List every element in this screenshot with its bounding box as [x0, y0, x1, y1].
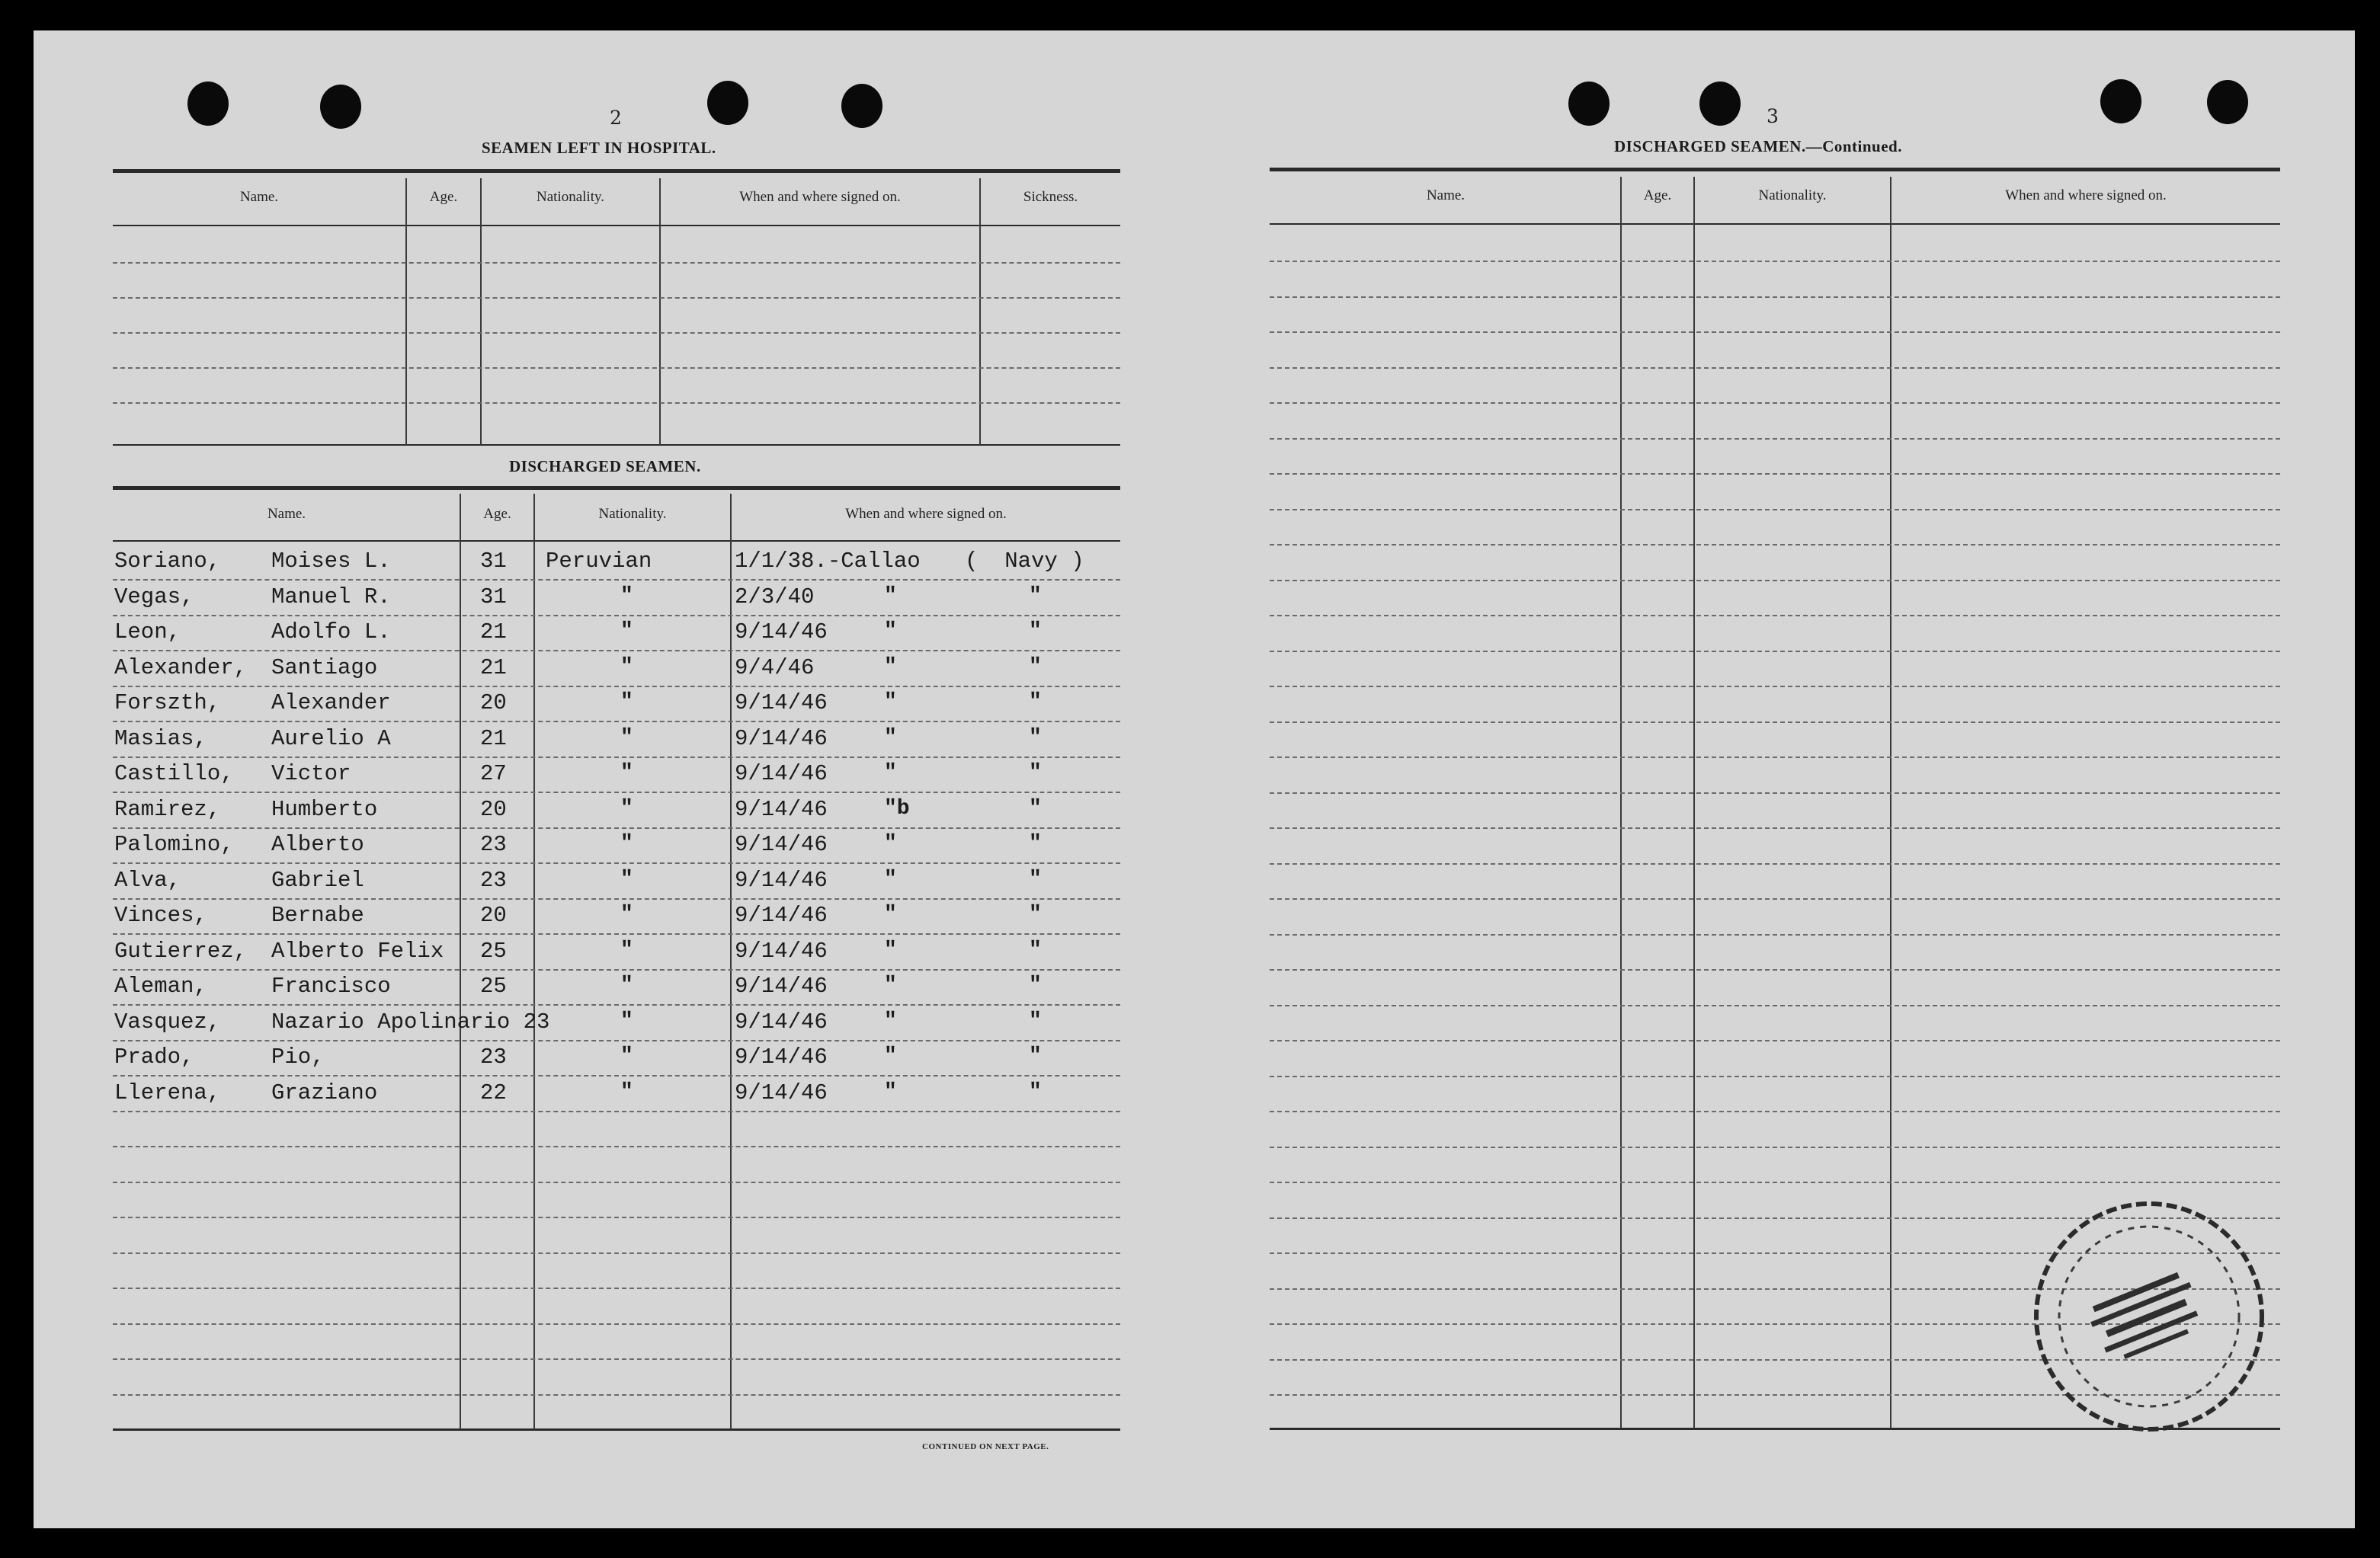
signed-on-place-ditto: ": [1029, 867, 1042, 891]
discharged-header-signed-on: When and where signed on.: [845, 506, 1007, 522]
seaman-age: 20: [480, 796, 507, 822]
signed-on-date: 9/14/46: [735, 796, 828, 822]
signed-on-date: 9/14/46: [735, 832, 828, 857]
punch-hole: [187, 82, 229, 126]
seaman-given-name: Alexander: [271, 690, 391, 715]
signed-on-date: 1/1/38.-Callao: [735, 549, 921, 574]
right-col-divider: [1620, 177, 1622, 1428]
receipt-stamp: [2027, 1195, 2271, 1438]
right-row-line: [1270, 331, 2280, 333]
seaman-given-name: Adolfo L.: [271, 619, 391, 645]
left-page-number: 2: [610, 107, 622, 129]
discharged-row-line: [113, 1252, 1120, 1254]
signed-on-place: ": [884, 867, 897, 891]
seaman-age: 22: [480, 1080, 507, 1105]
signed-on-date: 9/14/46: [735, 903, 828, 928]
signed-on-place-ditto: ": [1029, 938, 1042, 962]
hospital-bottom-rule: [113, 444, 1120, 446]
right-col-divider: [1693, 177, 1695, 1428]
right-header-signed-on: When and where signed on.: [2005, 187, 2167, 203]
hospital-section-title: SEAMEN LEFT IN HOSPITAL.: [482, 139, 716, 157]
hospital-header-sickness: Sickness.: [1023, 189, 1078, 205]
signed-on-place-ditto: ": [1029, 796, 1042, 821]
seaman-given-name: Bernabe: [271, 903, 364, 928]
seaman-surname: Masias,: [114, 725, 207, 751]
signed-on-place-ditto: ": [1029, 974, 1042, 997]
seaman-surname: Llerena,: [114, 1080, 221, 1105]
signed-on-date: 9/14/46: [735, 1009, 828, 1035]
seaman-surname: Alexander,: [114, 654, 248, 680]
signed-on-place-ditto: ": [1029, 619, 1042, 643]
punch-hole: [2207, 80, 2248, 124]
discharged-row-line: [113, 1004, 1120, 1006]
hospital-row-line: [113, 367, 1120, 369]
seaman-age: 25: [480, 974, 507, 999]
signed-on-place-ditto: ": [1029, 1080, 1042, 1104]
signed-on-date: 9/14/46: [735, 938, 828, 964]
seaman-given-name: Gabriel: [271, 867, 364, 893]
seaman-nationality: ": [620, 903, 633, 926]
discharged-row-line: [113, 827, 1120, 829]
signed-on-date: 9/14/46: [735, 867, 828, 893]
signed-on-place-ditto: ": [1029, 725, 1042, 750]
punch-hole: [1699, 82, 1741, 126]
right-row-line: [1270, 757, 2280, 758]
right-row-line: [1270, 827, 2280, 829]
signed-on-place-ditto: ": [1029, 903, 1042, 926]
seaman-nationality: ": [620, 725, 633, 750]
seaman-given-name: Graziano: [271, 1080, 378, 1105]
seaman-surname: Vasquez,: [114, 1009, 221, 1035]
signed-on-place-ditto: ": [1029, 654, 1042, 679]
hospital-header-name: Name.: [239, 189, 279, 205]
signed-on-place: ": [884, 654, 897, 679]
right-row-line: [1270, 898, 2280, 900]
seaman-nationality: ": [620, 1009, 633, 1033]
discharged-row-line: [113, 757, 1120, 758]
signed-on-place: ": [884, 832, 897, 856]
discharged-header-name: Name.: [267, 506, 306, 522]
punch-hole: [707, 81, 748, 125]
discharged-row-line: [113, 650, 1120, 651]
hospital-top-rule: [113, 169, 1120, 173]
seaman-nationality: ": [620, 1045, 633, 1068]
signed-on-date: 2/3/40: [735, 584, 815, 609]
seaman-nationality: ": [620, 619, 633, 643]
seaman-given-name: Manuel R.: [271, 584, 391, 609]
right-page-number: 3: [1767, 105, 1779, 127]
right-row-line: [1270, 473, 2280, 475]
punch-hole: [1568, 82, 1610, 126]
punch-hole: [841, 84, 882, 128]
hospital-col-divider: [480, 178, 482, 445]
discharged-bottom-rule: [113, 1428, 1120, 1431]
right-row-line: [1270, 686, 2280, 687]
seaman-surname: Palomino,: [114, 832, 234, 857]
seaman-nationality: ": [620, 690, 633, 714]
right-header-nationality: Nationality.: [1758, 187, 1827, 203]
right-row-line: [1270, 934, 2280, 936]
seaman-given-name: Victor: [271, 761, 351, 786]
seaman-surname: Aleman,: [114, 974, 207, 999]
seaman-surname: Soriano,: [114, 549, 221, 574]
discharged-row-line: [113, 933, 1120, 935]
right-row-line: [1270, 544, 2280, 545]
seaman-nationality: ": [620, 796, 633, 821]
signed-on-place-ditto: ": [1029, 584, 1042, 608]
discharged-row-line: [113, 686, 1120, 687]
signed-on-place-ditto: ": [1029, 832, 1042, 856]
seaman-nationality: ": [620, 761, 633, 785]
signed-on-place-ditto: ": [1029, 1009, 1042, 1033]
discharged-header-rule: [113, 540, 1120, 542]
hospital-header-signed-on: When and where signed on.: [739, 189, 901, 205]
seaman-nationality: ": [620, 867, 633, 891]
right-row-line: [1270, 1005, 2280, 1006]
discharged-row-line: [113, 1394, 1120, 1396]
seaman-age: 25: [480, 938, 507, 964]
signed-on-place: ": [884, 1045, 897, 1068]
seaman-given-name: Aurelio A: [271, 725, 391, 751]
seaman-nationality: ": [620, 832, 633, 856]
right-row-line: [1270, 509, 2280, 510]
seaman-surname: Prado,: [114, 1045, 194, 1070]
discharged-row-line: [113, 1288, 1120, 1289]
discharged-row-line: [113, 1217, 1120, 1218]
signed-on-date: 9/14/46: [735, 1080, 828, 1105]
seaman-age: 31: [480, 549, 507, 574]
discharged-row-line: [113, 579, 1120, 581]
signed-on-date: 9/14/46: [735, 1045, 828, 1070]
signed-on-date: 9/4/46: [735, 654, 815, 680]
right-row-line: [1270, 1182, 2280, 1183]
seaman-nationality: ": [620, 974, 633, 997]
discharged-row-line: [113, 792, 1120, 793]
seaman-given-name: Alberto Felix: [271, 938, 444, 964]
right-header-name: Name.: [1426, 187, 1465, 203]
right-row-line: [1270, 261, 2280, 262]
right-row-line: [1270, 615, 2280, 616]
signed-on-place: ": [884, 974, 897, 997]
hospital-row-line: [113, 402, 1120, 404]
discharged-row-line: [113, 615, 1120, 616]
discharged-row-line: [113, 1323, 1120, 1325]
seaman-given-name: Francisco: [271, 974, 391, 999]
seaman-age: 27: [480, 761, 507, 786]
signed-on-date: 9/14/46: [735, 619, 828, 645]
hospital-header-rule: [113, 225, 1120, 226]
signed-on-place: ": [884, 619, 897, 643]
discharged-row-line: [113, 1146, 1120, 1147]
signed-on-place: ": [884, 761, 897, 785]
seaman-nationality: ": [620, 654, 633, 679]
seaman-given-name: Pio,: [271, 1045, 325, 1070]
seaman-age: 21: [480, 619, 507, 645]
discharged-header-nationality: Nationality.: [598, 506, 667, 522]
right-row-line: [1270, 580, 2280, 581]
right-row-line: [1270, 651, 2280, 652]
discharged-row-line: [113, 1075, 1120, 1077]
hospital-header-nationality: Nationality.: [537, 189, 604, 205]
seaman-age: 23: [480, 867, 507, 893]
signed-on-place-ditto: ": [1029, 1045, 1042, 1068]
right-row-line: [1270, 296, 2280, 298]
seaman-nationality: Peruvian: [546, 549, 652, 574]
right-top-rule: [1270, 168, 2280, 171]
punch-hole: [320, 85, 361, 129]
signed-on-place: "b: [884, 796, 910, 821]
register-sheet: [34, 30, 2355, 1528]
continued-note: CONTINUED ON NEXT PAGE.: [922, 1442, 1049, 1451]
discharged-top-rule: [113, 486, 1120, 490]
seaman-given-name: Humberto: [271, 796, 378, 822]
seaman-age: 21: [480, 725, 507, 751]
seaman-surname: Forszth,: [114, 690, 221, 715]
right-col-divider: [1890, 177, 1892, 1428]
right-row-line: [1270, 1076, 2280, 1077]
seaman-nationality: ": [620, 1080, 633, 1104]
right-header-age: Age.: [1643, 187, 1672, 203]
seaman-age: 23: [480, 832, 507, 857]
signed-on-place-ditto: ": [1029, 761, 1042, 785]
signed-on-place: ": [884, 938, 897, 962]
right-row-line: [1270, 1111, 2280, 1112]
discharged-row-line: [113, 1182, 1120, 1183]
punch-hole: [2100, 79, 2141, 123]
discharged-row-line: [113, 862, 1120, 864]
signed-on-place: ": [884, 1080, 897, 1104]
discharged-row-line: [113, 1040, 1120, 1041]
seaman-surname: Ramirez,: [114, 796, 221, 822]
right-row-line: [1270, 1040, 2280, 1041]
right-row-line: [1270, 863, 2280, 865]
seaman-given-name: Nazario Apolinario 23: [271, 1009, 550, 1035]
seaman-given-name: Moises L.: [271, 549, 391, 574]
discharged-row-line: [113, 898, 1120, 900]
signed-on-place-ditto: ": [1029, 690, 1042, 714]
discharged-row-line: [113, 1111, 1120, 1112]
discharged-row-line: [113, 969, 1120, 971]
discharged-header-age: Age.: [483, 506, 511, 522]
signed-on-date: 9/14/46: [735, 974, 828, 999]
signed-on-place: ": [884, 584, 897, 608]
hospital-col-divider: [405, 178, 407, 445]
signed-on-date: 9/14/46: [735, 761, 828, 786]
right-row-line: [1270, 1147, 2280, 1148]
seaman-nationality: ": [620, 584, 633, 608]
right-section-title: DISCHARGED SEAMEN.—Continued.: [1614, 137, 1902, 155]
signed-on-place: ": [884, 725, 897, 750]
seaman-surname: Leon,: [114, 619, 181, 645]
seaman-age: 31: [480, 584, 507, 609]
seaman-given-name: Santiago: [271, 654, 378, 680]
signed-on-place: ": [884, 690, 897, 714]
seaman-surname: Castillo,: [114, 761, 234, 786]
seaman-surname: Vegas,: [114, 584, 194, 609]
seaman-age: 21: [480, 654, 507, 680]
seaman-surname: Vinces,: [114, 903, 207, 928]
seaman-age: 23: [480, 1045, 507, 1070]
right-row-line: [1270, 969, 2280, 971]
hospital-col-divider: [659, 178, 661, 445]
hospital-col-divider: [979, 178, 981, 445]
discharged-section-title: DISCHARGED SEAMEN.: [509, 457, 701, 475]
right-row-line: [1270, 367, 2280, 369]
hospital-row-line: [113, 297, 1120, 299]
signed-on-place: ": [884, 903, 897, 926]
hospital-row-line: [113, 332, 1120, 334]
seaman-age: 20: [480, 903, 507, 928]
seaman-surname: Alva,: [114, 867, 181, 893]
right-row-line: [1270, 438, 2280, 440]
seaman-age: 20: [480, 690, 507, 715]
signed-on-place: ": [884, 1009, 897, 1033]
hospital-row-line: [113, 262, 1120, 264]
right-row-line: [1270, 792, 2280, 794]
signed-on-date: 9/14/46: [735, 690, 828, 715]
hospital-header-age: Age.: [429, 189, 458, 205]
seaman-given-name: Alberto: [271, 832, 364, 857]
right-row-line: [1270, 402, 2280, 404]
right-row-line: [1270, 721, 2280, 723]
seaman-surname: Gutierrez,: [114, 938, 248, 964]
right-header-rule: [1270, 223, 2280, 225]
seaman-nationality: ": [620, 938, 633, 962]
signed-on-date: 9/14/46: [735, 725, 828, 751]
signed-on-place: ( Navy ): [965, 549, 1084, 574]
discharged-row-line: [113, 1358, 1120, 1360]
discharged-row-line: [113, 721, 1120, 722]
